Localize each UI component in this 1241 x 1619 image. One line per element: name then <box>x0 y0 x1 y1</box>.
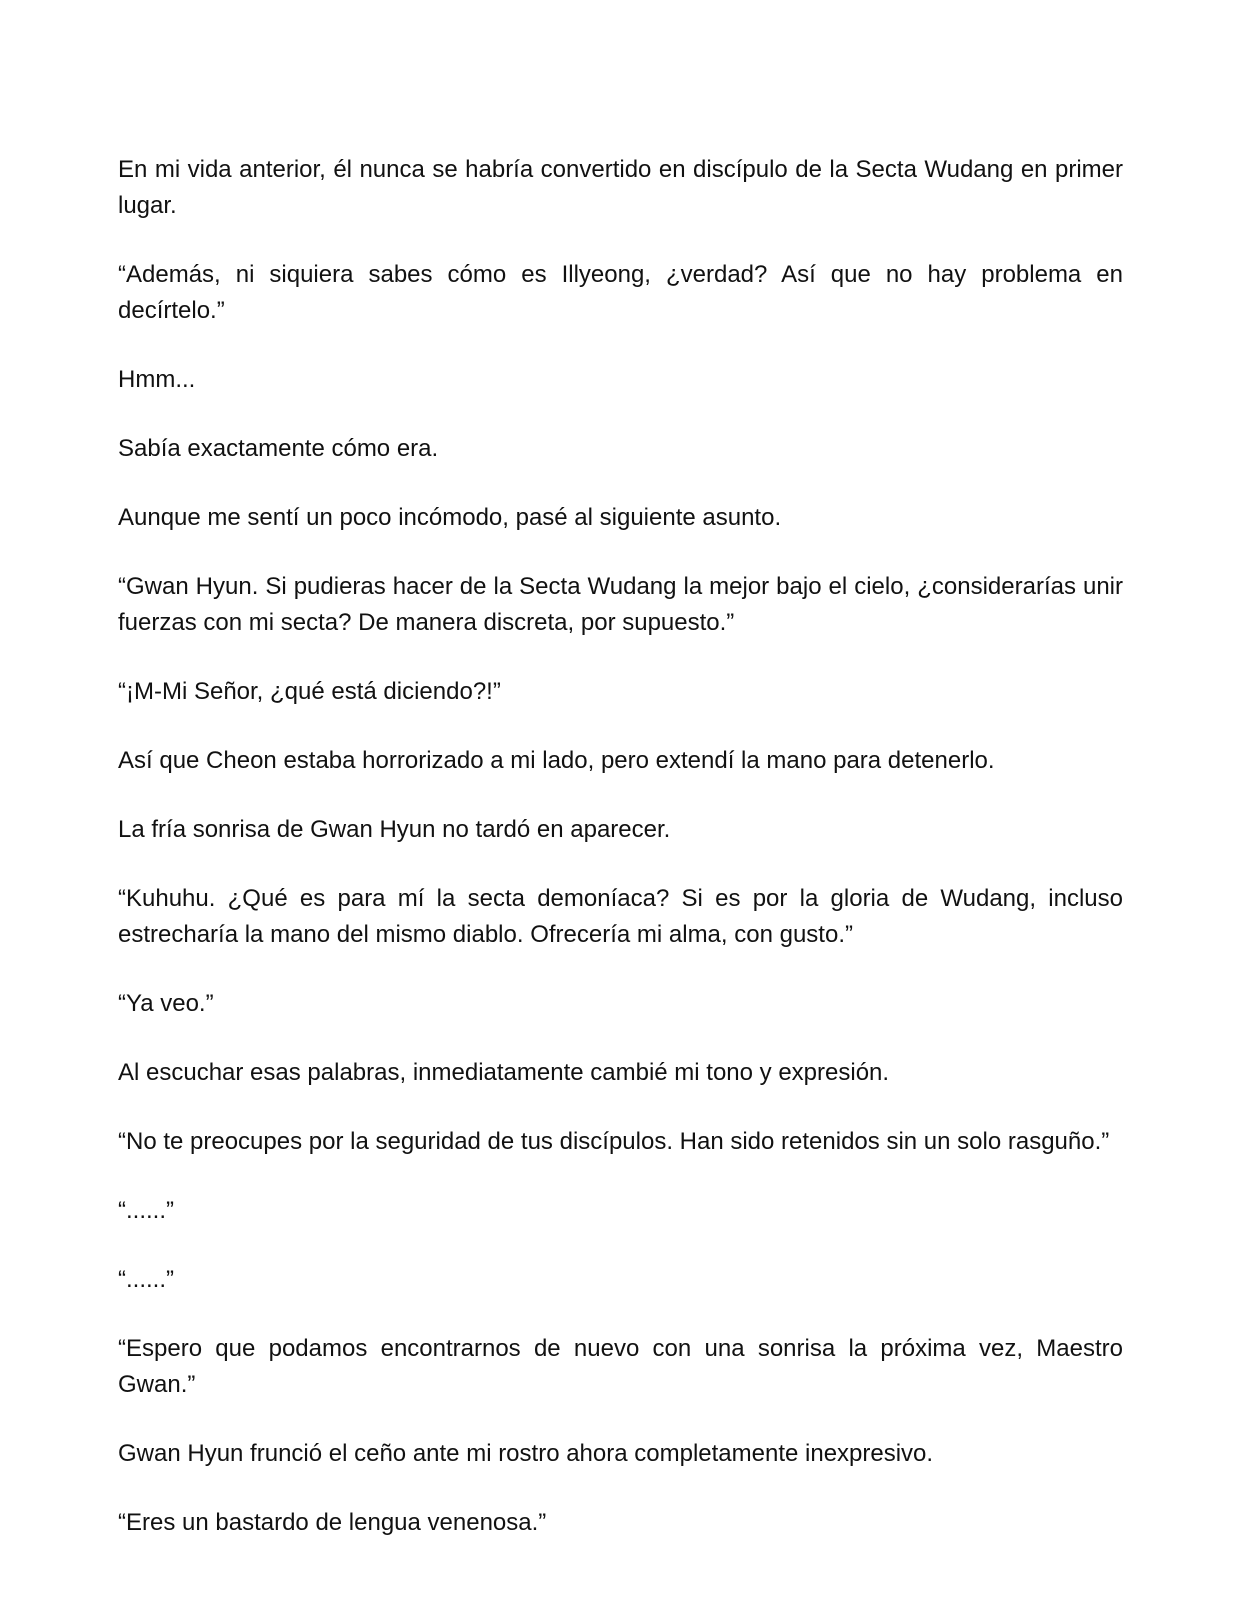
paragraph: “No te preocupes por la seguridad de tus discípulos. Han sido retenidos sin un solo rasguño.” <box>118 1128 1110 1155</box>
paragraph: “Ya veo.” <box>118 990 214 1017</box>
paragraph: “......” <box>118 1266 174 1293</box>
paragraph: Al escuchar esas palabras, inmediatamente cambié mi tono y expresión. <box>118 1059 890 1086</box>
paragraph: “Gwan Hyun. Si pudieras hacer de la Secta Wudang la mejor bajo el cielo, ¿considerarías unir fuerzas con mi secta? De manera discreta, por supuesto.” <box>118 573 1123 636</box>
page-body <box>118 152 1123 1541</box>
paragraph: “Kuhuhu. ¿Qué es para mí la secta demoníaca? Si es por la gloria de Wudang, incluso estrecharía la mano del mismo diablo. Ofrecería mi alma, con gusto.” <box>118 885 1123 948</box>
paragraph: Sabía exactamente cómo era. <box>118 435 439 462</box>
paragraph: Gwan Hyun frunció el ceño ante mi rostro ahora completamente inexpresivo. <box>118 1440 934 1467</box>
paragraph: La fría sonrisa de Gwan Hyun no tardó en aparecer. <box>118 816 671 843</box>
paragraph: “Además, ni siquiera sabes cómo es Illyeong, ¿verdad? Así que no hay problema en decírtelo.” <box>118 261 1123 324</box>
paragraph: Hmm... <box>118 366 196 393</box>
paragraph: En mi vida anterior, él nunca se habría convertido en discípulo de la Secta Wudang en primer lugar. <box>118 156 1123 219</box>
paragraph: “Espero que podamos encontrarnos de nuevo con una sonrisa la próxima vez, Maestro Gwan.” <box>118 1335 1123 1398</box>
paragraph: Así que Cheon estaba horrorizado a mi lado, pero extendí la mano para detenerlo. <box>118 747 995 774</box>
paragraph: “......” <box>118 1197 174 1224</box>
paragraph: Aunque me sentí un poco incómodo, pasé al siguiente asunto. <box>118 504 782 531</box>
paragraph: “Eres un bastardo de lengua venenosa.” <box>118 1509 547 1536</box>
paragraph: “¡M-Mi Señor, ¿qué está diciendo?!” <box>118 678 501 705</box>
